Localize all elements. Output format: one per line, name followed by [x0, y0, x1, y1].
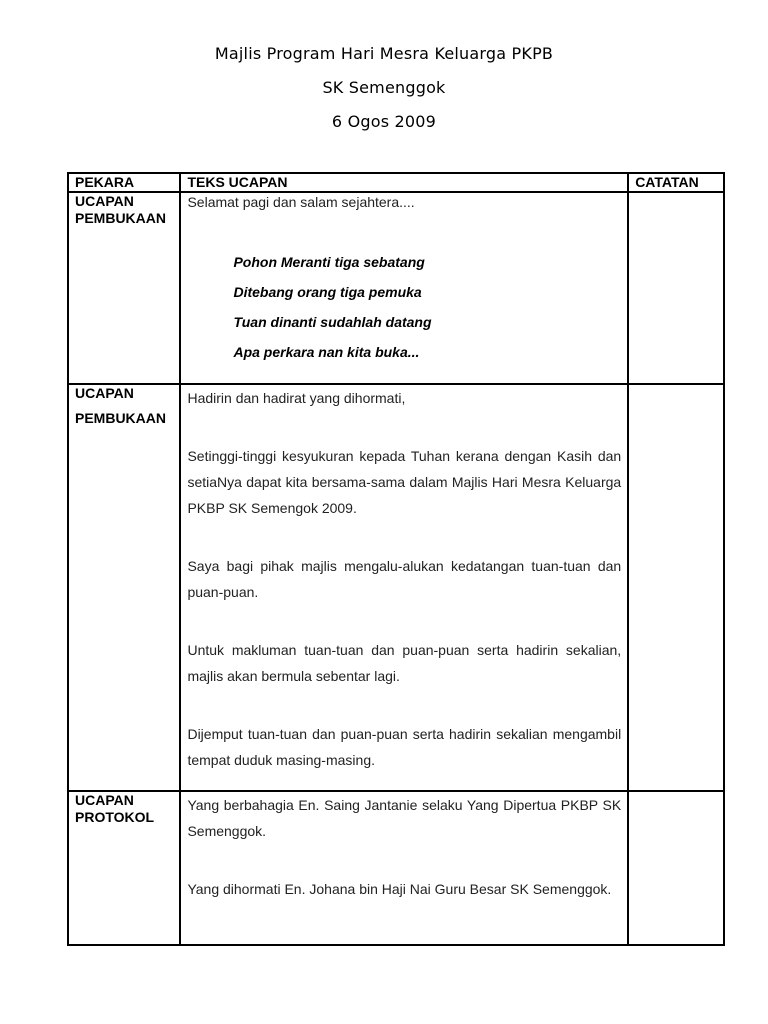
catatan-cell — [628, 384, 724, 791]
table-row — [68, 384, 724, 791]
paragraph: Untuk makluman tuan-tuan dan puan-puan serta hadirin sekalian, majlis akan bermula sebentar lagi. — [187, 641, 622, 684]
catatan-cell — [628, 192, 724, 384]
paragraph: Dijemput tuan-tuan dan puan-puan serta hadirin sekalian mengambil tempat duduk masing-masing. — [187, 725, 622, 768]
document-title: Majlis Program Hari Mesra Keluarga PKPB — [214, 44, 554, 63]
table-row — [68, 791, 724, 945]
teks-cell — [180, 192, 628, 384]
speech-table — [67, 172, 725, 946]
paragraph: Saya bagi pihak majlis mengalu-alukan kedatangan tuan-tuan dan puan-puan. — [187, 557, 622, 600]
verse-line: Ditebang orang tiga pemuka — [233, 283, 422, 300]
pekara-line: UCAPAN — [75, 192, 134, 209]
verse-line: Tuan dinanti sudahlah datang — [233, 313, 432, 330]
header-pekara: PEKARA — [68, 173, 180, 192]
pekara-line: UCAPAN — [75, 791, 134, 808]
pekara-cell — [68, 791, 180, 945]
paragraph: Selamat pagi dan salam sejahtera.... — [187, 193, 415, 210]
event-date: 6 Ogos 2009 — [331, 112, 437, 131]
verse-line: Apa perkara nan kita buka... — [233, 343, 420, 360]
paragraph: Yang dihormati En. Johana bin Haji Nai Guru Besar SK Semenggok. — [187, 880, 612, 897]
pekara-line: PEMBUKAAN — [75, 409, 166, 426]
paragraph: Setinggi-tinggi kesyukuran kepada Tuhan kerana dengan Kasih dan setiaNya dapat kita bersama-sama dalam Majlis Hari Mesra Keluarga PKBP SK Semengok 2009. — [187, 447, 622, 516]
pekara-line: UCAPAN — [75, 384, 134, 401]
verse-line: Pohon Meranti tiga sebatang — [233, 253, 425, 270]
pekara-line: PROTOKOL — [75, 808, 155, 825]
pekara-cell — [68, 384, 180, 791]
paragraph: Hadirin dan hadirat yang dihormati, — [187, 389, 406, 406]
table-row — [68, 192, 724, 384]
header-catatan: CATATAN — [628, 173, 724, 192]
teks-cell — [180, 384, 628, 791]
header-teks-ucapan: TEKS UCAPAN — [180, 173, 628, 192]
table-header-row — [68, 173, 724, 192]
teks-cell — [180, 791, 628, 945]
school-name: SK Semenggok — [322, 78, 446, 97]
pekara-cell — [68, 192, 180, 384]
catatan-cell — [628, 791, 724, 945]
paragraph: Yang berbahagia En. Saing Jantanie selaku Yang Dipertua PKBP SK Semenggok. — [187, 796, 622, 839]
pekara-line: PEMBUKAAN — [75, 209, 166, 226]
